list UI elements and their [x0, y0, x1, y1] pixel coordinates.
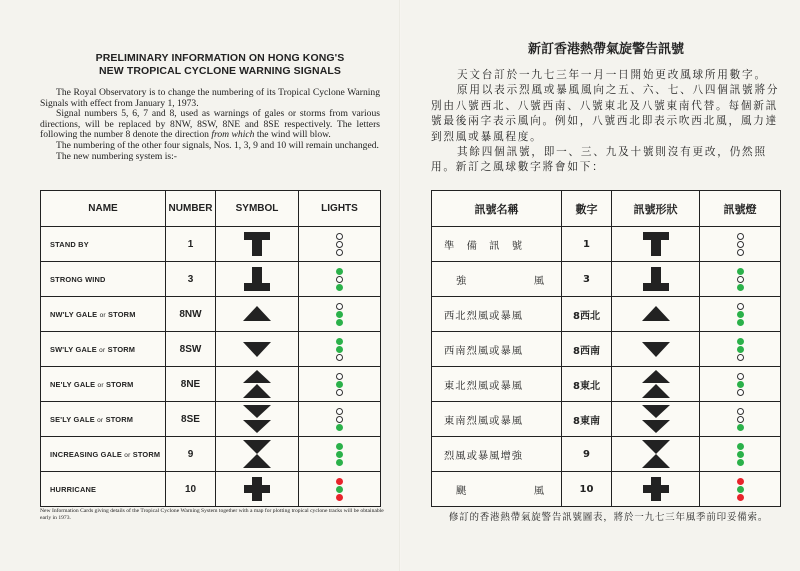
green-light-icon	[737, 381, 744, 388]
signal-number-zh: 8西南	[562, 332, 612, 367]
signal-lights-cell-zh	[700, 472, 781, 507]
signal-symbol	[216, 367, 299, 402]
unlit-light-icon	[737, 241, 744, 248]
zh-para-2: 原用以表示烈風或暴風風向之五、六、七、八四個訊號將分別由八號西北、八號西南、八號東北及八號東南代替。每個新訊號最後兩字表示風向。例如，八號西北即表示吹西北風，風力達到烈風或暴風程度。	[431, 84, 780, 143]
signal-name-zh: 東北烈風或暴風	[432, 367, 562, 402]
unlit-light-icon	[737, 416, 744, 423]
english-signal-table	[40, 190, 381, 507]
zh-para-3: 其餘四個訊號，即一、三、九及十號則沒有更改，仍然照用。新訂之風球數字將會如下：	[431, 146, 767, 174]
header-number: NUMBER	[166, 191, 216, 227]
green-light-icon	[336, 319, 343, 326]
red-light-icon	[336, 494, 343, 501]
signal-name: INCREASING GALE or STORM	[41, 437, 166, 472]
chinese-title: 新訂香港熱帶氣旋警告訊號	[527, 42, 684, 57]
double-up-symbol-icon	[640, 369, 672, 399]
red-light-icon	[336, 478, 343, 485]
table-row	[432, 472, 781, 507]
signal-symbol-zh	[612, 332, 700, 367]
signal-lights	[336, 408, 343, 431]
signal-number-zh: 10	[562, 472, 612, 507]
red-light-icon	[737, 478, 744, 485]
inverted-T-symbol-icon	[241, 264, 273, 294]
double-down-symbol-icon	[640, 404, 672, 434]
signal-name-zh: 颶 風	[432, 472, 562, 507]
header-name: NAME	[41, 191, 166, 227]
signal-name: SE'LY GALE or STORM	[41, 402, 166, 437]
inverted-T-symbol-icon	[640, 264, 672, 294]
table-row	[432, 332, 781, 367]
signal-number: 3	[166, 262, 216, 297]
signal-number-zh: 9	[562, 437, 612, 472]
signal-number-zh: 8西北	[562, 297, 612, 332]
signal-lights	[737, 303, 744, 326]
intro-para-2: Signal numbers 5, 6, 7 and 8, used as warnings of gales or storms from various directions, will be replaced by 8NW, 8SW, 8NE and 8SE respectively. The letters following the number 8 denote the direction from which the wind will blow.	[40, 108, 380, 141]
double-up-symbol-icon	[241, 369, 273, 399]
signal-number: 9	[166, 437, 216, 472]
green-light-icon	[336, 268, 343, 275]
signal-lights-cell	[299, 437, 381, 472]
unlit-light-icon	[336, 303, 343, 310]
signal-name: NW'LY GALE or STORM	[41, 297, 166, 332]
table-header	[432, 191, 781, 227]
up-triangle-symbol-icon	[640, 299, 672, 329]
signal-symbol-zh	[612, 367, 700, 402]
unlit-light-icon	[336, 276, 343, 283]
signal-lights-cell	[299, 332, 381, 367]
table-row	[41, 332, 381, 367]
signal-symbol	[216, 332, 299, 367]
signal-symbol-zh	[612, 402, 700, 437]
signal-lights-cell-zh	[700, 437, 781, 472]
green-light-icon	[737, 338, 744, 345]
signal-symbol	[216, 227, 299, 262]
cross-symbol-icon	[241, 474, 273, 504]
english-intro	[40, 88, 380, 162]
unlit-light-icon	[737, 233, 744, 240]
signal-name: NE'LY GALE or STORM	[41, 367, 166, 402]
signal-lights-cell-zh	[700, 332, 781, 367]
header-number-zh: 數字	[562, 191, 612, 227]
signal-number-zh: 8東北	[562, 367, 612, 402]
header-lights-zh: 訊號燈	[700, 191, 781, 227]
signal-lights-cell-zh	[700, 227, 781, 262]
signal-lights-cell-zh	[700, 402, 781, 437]
green-light-icon	[737, 346, 744, 353]
table-row	[41, 262, 381, 297]
english-title: PRELIMINARY INFORMATION ON HONG KONG'S NEW TROPICAL CYCLONE WARNING SIGNALS	[95, 52, 345, 77]
signal-lights	[336, 303, 343, 326]
signal-name-zh: 準 備 訊 號	[432, 227, 562, 262]
signal-lights-cell-zh	[700, 297, 781, 332]
english-panel	[0, 0, 399, 571]
chinese-signal-table	[431, 190, 781, 507]
chinese-footnote: 修訂的香港熱帶氣旋警告訊號圖表，將於一九七三年風季前印妥備索。	[448, 512, 769, 523]
signal-lights	[336, 268, 343, 291]
table-row	[41, 437, 381, 472]
signal-name-zh: 西北烈風或暴風	[432, 297, 562, 332]
header-symbol: SYMBOL	[216, 191, 299, 227]
table-header	[41, 191, 381, 227]
chinese-panel	[401, 0, 800, 571]
signal-symbol	[216, 297, 299, 332]
unlit-light-icon	[737, 303, 744, 310]
intro-para-4: The new numbering system is:-	[56, 150, 177, 162]
hourglass-symbol-icon	[640, 439, 672, 469]
signal-number: 8SE	[166, 402, 216, 437]
unlit-light-icon	[336, 354, 343, 361]
signal-symbol	[216, 472, 299, 507]
cross-symbol-icon	[640, 474, 672, 504]
unlit-light-icon	[737, 276, 744, 283]
signal-number-zh: 3	[562, 262, 612, 297]
signal-number: 8SW	[166, 332, 216, 367]
signal-lights-cell	[299, 402, 381, 437]
green-light-icon	[737, 268, 744, 275]
signal-lights	[737, 478, 744, 501]
green-light-icon	[336, 424, 343, 431]
T-symbol-icon	[640, 229, 672, 259]
table-row	[41, 402, 381, 437]
green-light-icon	[737, 284, 744, 291]
table-row	[41, 297, 381, 332]
hourglass-symbol-icon	[241, 439, 273, 469]
signal-lights-cell	[299, 227, 381, 262]
signal-symbol	[216, 262, 299, 297]
green-light-icon	[737, 319, 744, 326]
signal-lights	[336, 373, 343, 396]
unlit-light-icon	[336, 389, 343, 396]
green-light-icon	[737, 459, 744, 466]
zh-para-1: 天文台訂於一九七三年一月一日開始更改風球所用數字。	[457, 69, 767, 81]
unlit-light-icon	[336, 373, 343, 380]
signal-name: STRONG WIND	[41, 262, 166, 297]
unlit-light-icon	[336, 233, 343, 240]
signal-lights-cell-zh	[700, 367, 781, 402]
signal-lights-cell	[299, 262, 381, 297]
signal-name: HURRICANE	[41, 472, 166, 507]
table-row	[41, 472, 381, 507]
signal-symbol-zh	[612, 227, 700, 262]
green-light-icon	[336, 486, 343, 493]
unlit-light-icon	[336, 408, 343, 415]
table-row	[41, 367, 381, 402]
unlit-light-icon	[737, 408, 744, 415]
header-symbol-zh: 訊號形狀	[612, 191, 700, 227]
unlit-light-icon	[737, 389, 744, 396]
signal-name-zh: 烈風或暴風增強	[432, 437, 562, 472]
unlit-light-icon	[336, 249, 343, 256]
signal-number-zh: 8東南	[562, 402, 612, 437]
signal-name-zh: 東南烈風或暴風	[432, 402, 562, 437]
green-light-icon	[336, 284, 343, 291]
signal-lights	[336, 338, 343, 361]
signal-name: SW'LY GALE or STORM	[41, 332, 166, 367]
signal-number: 8NW	[166, 297, 216, 332]
green-light-icon	[737, 443, 744, 450]
green-light-icon	[336, 338, 343, 345]
intro-para-1: The Royal Observatory is to change the numbering of its Tropical Cyclone Warning Signals with effect from January 1, 1973.	[40, 87, 380, 109]
down-triangle-symbol-icon	[640, 334, 672, 364]
unlit-light-icon	[737, 354, 744, 361]
header-name-zh: 訊號名稱	[432, 191, 562, 227]
green-light-icon	[336, 381, 343, 388]
signal-lights-cell	[299, 297, 381, 332]
T-symbol-icon	[241, 229, 273, 259]
signal-symbol	[216, 402, 299, 437]
green-light-icon	[336, 346, 343, 353]
signal-symbol	[216, 437, 299, 472]
signal-symbol-zh	[612, 472, 700, 507]
green-light-icon	[737, 311, 744, 318]
signal-number: 1	[166, 227, 216, 262]
chinese-intro	[431, 68, 781, 176]
double-down-symbol-icon	[241, 404, 273, 434]
signal-lights-cell	[299, 472, 381, 507]
table-row	[41, 227, 381, 262]
down-triangle-symbol-icon	[241, 334, 273, 364]
header-lights: LIGHTS	[299, 191, 381, 227]
signal-lights	[737, 233, 744, 256]
green-light-icon	[336, 443, 343, 450]
unlit-light-icon	[737, 373, 744, 380]
table-row	[432, 297, 781, 332]
table-row	[432, 367, 781, 402]
signal-lights-cell-zh	[700, 262, 781, 297]
signal-lights-cell	[299, 367, 381, 402]
green-light-icon	[737, 486, 744, 493]
signal-lights	[737, 373, 744, 396]
green-light-icon	[336, 451, 343, 458]
green-light-icon	[737, 451, 744, 458]
signal-name: STAND BY	[41, 227, 166, 262]
signal-number: 10	[166, 472, 216, 507]
signal-symbol-zh	[612, 437, 700, 472]
intro-para-3: The numbering of the other four signals, Nos. 1, 3, 9 and 10 will remain unchanged.	[56, 139, 379, 151]
signal-lights	[336, 233, 343, 256]
english-footnote: New Information Cards giving details of the Tropical Cyclone Warning System together with a map for plotting tropical cyclone tracks will be obtainable early in 1973.	[40, 508, 384, 521]
unlit-light-icon	[336, 241, 343, 248]
unlit-light-icon	[737, 249, 744, 256]
signal-lights	[737, 268, 744, 291]
green-light-icon	[336, 311, 343, 318]
signal-name-zh: 西南烈風或暴風	[432, 332, 562, 367]
signal-lights	[737, 408, 744, 431]
signal-lights	[336, 443, 343, 466]
signal-symbol-zh	[612, 262, 700, 297]
table-row	[432, 262, 781, 297]
table-row	[432, 402, 781, 437]
signal-lights	[336, 478, 343, 501]
signal-number-zh: 1	[562, 227, 612, 262]
table-row	[432, 227, 781, 262]
signal-lights	[737, 443, 744, 466]
green-light-icon	[737, 424, 744, 431]
signal-number: 8NE	[166, 367, 216, 402]
signal-lights	[737, 338, 744, 361]
signal-name-zh: 強 風	[432, 262, 562, 297]
signal-symbol-zh	[612, 297, 700, 332]
red-light-icon	[737, 494, 744, 501]
table-row	[432, 437, 781, 472]
up-triangle-symbol-icon	[241, 299, 273, 329]
green-light-icon	[336, 459, 343, 466]
unlit-light-icon	[336, 416, 343, 423]
